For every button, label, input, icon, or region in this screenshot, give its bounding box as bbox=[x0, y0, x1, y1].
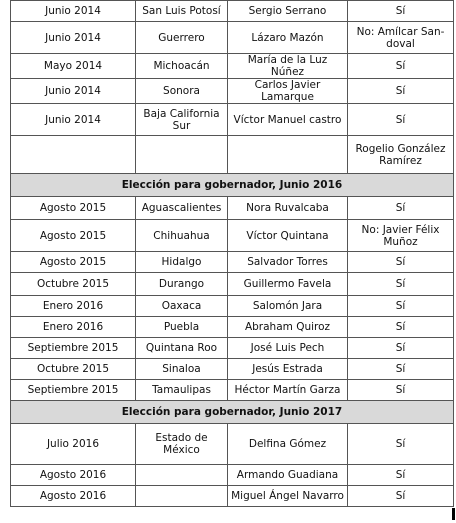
state-cell: Guerrero bbox=[136, 22, 228, 54]
state-cell bbox=[136, 136, 228, 174]
table-row bbox=[11, 104, 454, 136]
date-cell: Octubre 2015 bbox=[11, 273, 136, 296]
text-cursor bbox=[452, 508, 455, 520]
state-cell: Sinaloa bbox=[136, 359, 228, 380]
date-cell: Mayo 2014 bbox=[11, 54, 136, 79]
date-cell: Junio 2014 bbox=[11, 22, 136, 54]
status-cell: Sí bbox=[348, 465, 454, 486]
table-row bbox=[11, 317, 454, 338]
status-cell: No: Javier Félix Muñoz bbox=[348, 220, 454, 252]
table-row bbox=[11, 273, 454, 296]
candidate-cell: Guillermo Favela bbox=[228, 273, 348, 296]
table-row bbox=[11, 338, 454, 359]
status-cell: Sí bbox=[348, 197, 454, 220]
state-cell: Baja California Sur bbox=[136, 104, 228, 136]
state-cell: Chihuahua bbox=[136, 220, 228, 252]
candidate-cell: María de la Luz Núñez bbox=[228, 54, 348, 79]
state-cell: Puebla bbox=[136, 317, 228, 338]
date-cell: Agosto 2015 bbox=[11, 197, 136, 220]
date-cell: Junio 2014 bbox=[11, 1, 136, 22]
state-cell: Tamaulipas bbox=[136, 380, 228, 401]
table-row bbox=[11, 79, 454, 104]
state-cell: Estado de México bbox=[136, 424, 228, 465]
candidate-cell: Víctor Manuel castro bbox=[228, 104, 348, 136]
section-header: Elección para gobernador, Junio 2016 bbox=[11, 174, 454, 197]
state-cell bbox=[136, 486, 228, 507]
table-row bbox=[11, 486, 454, 507]
status-cell: Sí bbox=[348, 252, 454, 273]
date-cell: Agosto 2015 bbox=[11, 252, 136, 273]
state-cell: San Luis Potosí bbox=[136, 1, 228, 22]
candidate-cell: José Luis Pech bbox=[228, 338, 348, 359]
date-cell: Junio 2014 bbox=[11, 79, 136, 104]
table-row bbox=[11, 252, 454, 273]
status-cell: Sí bbox=[348, 424, 454, 465]
state-cell bbox=[136, 465, 228, 486]
table-row bbox=[11, 54, 454, 79]
date-cell: Julio 2016 bbox=[11, 424, 136, 465]
candidate-cell: Sergio Serrano bbox=[228, 1, 348, 22]
state-cell: Oaxaca bbox=[136, 296, 228, 317]
candidate-cell: Lázaro Mazón bbox=[228, 22, 348, 54]
section-header: Elección para gobernador, Junio 2017 bbox=[11, 401, 454, 424]
date-cell: Enero 2016 bbox=[11, 296, 136, 317]
candidate-cell: Jesús Estrada bbox=[228, 359, 348, 380]
table-row bbox=[11, 296, 454, 317]
table-row bbox=[11, 1, 454, 22]
state-cell: Quintana Roo bbox=[136, 338, 228, 359]
date-cell: Enero 2016 bbox=[11, 317, 136, 338]
status-cell: Sí bbox=[348, 380, 454, 401]
candidate-cell: Carlos Javier Lamarque bbox=[228, 79, 348, 104]
table-row bbox=[11, 220, 454, 252]
date-cell: Agosto 2015 bbox=[11, 220, 136, 252]
status-cell: Sí bbox=[348, 54, 454, 79]
table-body bbox=[11, 1, 454, 507]
candidate-cell bbox=[228, 136, 348, 174]
candidate-cell: Salvador Torres bbox=[228, 252, 348, 273]
date-cell bbox=[11, 136, 136, 174]
status-cell: Sí bbox=[348, 338, 454, 359]
status-cell: Sí bbox=[348, 317, 454, 338]
state-cell: Hidalgo bbox=[136, 252, 228, 273]
status-cell: Rogelio González Ramírez bbox=[348, 136, 454, 174]
status-cell: Sí bbox=[348, 1, 454, 22]
candidates-table bbox=[10, 0, 454, 507]
candidate-cell: Víctor Quintana bbox=[228, 220, 348, 252]
status-cell: Sí bbox=[348, 273, 454, 296]
date-cell: Septiembre 2015 bbox=[11, 338, 136, 359]
candidate-cell: Nora Ruvalcaba bbox=[228, 197, 348, 220]
table-row bbox=[11, 136, 454, 174]
table-row bbox=[11, 359, 454, 380]
section-header-row bbox=[11, 174, 454, 197]
candidate-cell: Salomón Jara bbox=[228, 296, 348, 317]
table-row bbox=[11, 22, 454, 54]
candidate-cell: Miguel Ángel Navarro bbox=[228, 486, 348, 507]
table-row bbox=[11, 380, 454, 401]
status-cell: Sí bbox=[348, 486, 454, 507]
date-cell: Agosto 2016 bbox=[11, 465, 136, 486]
candidate-cell: Armando Guadiana bbox=[228, 465, 348, 486]
section-header-row bbox=[11, 401, 454, 424]
table-row bbox=[11, 465, 454, 486]
status-cell: No: Amílcar San-doval bbox=[348, 22, 454, 54]
state-cell: Aguascalientes bbox=[136, 197, 228, 220]
date-cell: Septiembre 2015 bbox=[11, 380, 136, 401]
candidate-cell: Héctor Martín Garza bbox=[228, 380, 348, 401]
candidate-cell: Delfina Gómez bbox=[228, 424, 348, 465]
state-cell: Sonora bbox=[136, 79, 228, 104]
state-cell: Durango bbox=[136, 273, 228, 296]
status-cell: Sí bbox=[348, 79, 454, 104]
table-row bbox=[11, 197, 454, 220]
status-cell: Sí bbox=[348, 296, 454, 317]
table-row bbox=[11, 424, 454, 465]
date-cell: Octubre 2015 bbox=[11, 359, 136, 380]
status-cell: Sí bbox=[348, 359, 454, 380]
date-cell: Agosto 2016 bbox=[11, 486, 136, 507]
status-cell: Sí bbox=[348, 104, 454, 136]
candidate-cell: Abraham Quiroz bbox=[228, 317, 348, 338]
date-cell: Junio 2014 bbox=[11, 104, 136, 136]
state-cell: Michoacán bbox=[136, 54, 228, 79]
